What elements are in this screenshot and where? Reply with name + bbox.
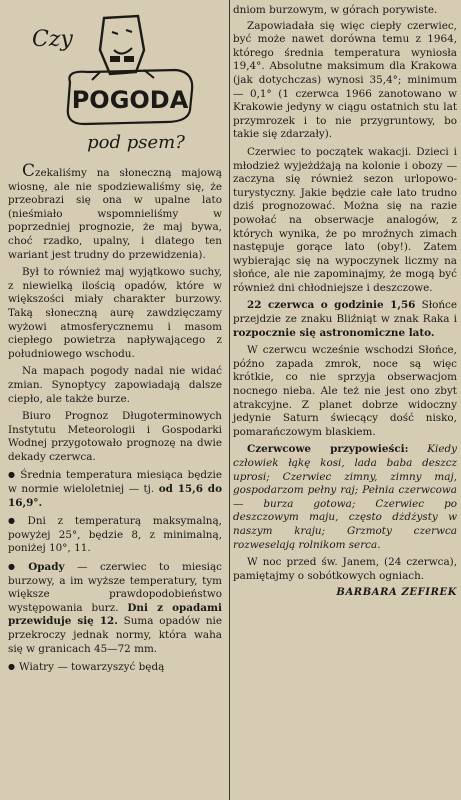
logo-line1: Czy <box>32 27 73 52</box>
column-divider <box>229 0 230 800</box>
logo-line2: POGODA <box>71 86 189 114</box>
bullet-temperature: ● Średnia temperatura miesiąca będzie w normie wieloletniej — tj. od 15,6 do 16,9°. <box>8 468 222 510</box>
paragraph: W czerwcu wcześnie wschodzi Słońce, późno zapada zmrok, noce są więc krótkie, co nie sprzyja obserwacjom nocnego nieba. Ale też nie jest ono zbyt atrakcyjne. Z planet dobrze widoczny jedynie Saturn świecący dość nisko, pomarańczowym blaskiem. <box>233 344 457 438</box>
bullet-max-temp: ● Dni z temperaturą maksymalną, powyżej 25°, będzie 8, z minimalną, poniżej 10°, 11. <box>8 514 222 556</box>
logo-line3: pod psem? <box>87 132 185 153</box>
paragraph-proverbs: Czerwcowe przypowieści: Kiedy człowiek łąkę kosi, lada baba deszcz uprosi; Czerwiec zimny, zimny maj, gospodarzom pełny raj; Pełnia czerwcowa — burza gotowa; Czerwiec po deszczowym maju, często dżdżysty w naszym kraju; Grzmoty czerwca rozweselają rolnikom serca. <box>233 443 457 551</box>
paragraph: Był to również maj wyjątkowo suchy, z niewielką ilością opadów, które w większości miały charakter burzowy. Taką słoneczną aurę zawdzięczamy wyżowi atmosferycznemu i masom ciepłego powietrza napływającego z południowego wschodu. <box>8 266 222 360</box>
left-text <box>8 161 223 675</box>
paragraph: W noc przed św. Janem, (24 czerwca), pamiętajmy o sobótkowych ogniach. <box>233 556 457 582</box>
paragraph: Zapowiadała się więc ciepły czerwiec, być może nawet dorówna temu z 1964, którego średnia temperatura wyniosła 19,4°. Absolutne maksimum dla Krakowa (jak dotychczas) wynosi 35,4°; minimum — 0,1° (1 czerwca 1966 zanotowano w Krakowie jedyny w ciągu ostatnich stu lat przymrozek i to nie przygruntowy, bo takie się zdarzały). <box>233 19 457 141</box>
bullet-wind: ● Wiatry — towarzyszyć będą <box>8 660 222 675</box>
paragraph: Czerwiec to początek wakacji. Dzieci i młodzież wyjeżdżają na kolonie i obozy — zaczyna się również sezon urlopowo-turystyczny. Jakie będzie całe lato trudno dziś prognozować. Można się na razie powołać na obserwacje analogów, z których wynika, że po mroźnych zimach następuje gorące lato (oby!). Zatem wybierając się na wypoczynek liczmy na słońce, ale nie zapominajmy, że mogą być również dni chłodniejsze i deszczowe. <box>233 145 457 294</box>
paragraph-solstice: 22 czerwca o godzinie 1,56 Słońce przejdzie ze znaku Bliźniąt w znak Raka i rozpocznie się astronomiczne lato. <box>233 299 457 339</box>
bullet-rainfall: ● Opady — czerwiec to miesiąc burzowy, a im wyższe temperatury, tym większe prawdopodobieństwo występowania burz. Dni z opadami przewiduje się 12. Suma opadów nie przekroczy jednak normy, która waha się w granicach 45—72 mm. <box>8 560 222 656</box>
article-logo <box>26 10 206 160</box>
paragraph: Biuro Prognoz Długoterminowych Instytutu Meteorologii i Gospodarki Wodnej przygotowało prognozę na dwie dekady czerwca. <box>8 410 222 463</box>
drop-cap: C <box>22 161 36 181</box>
paragraph: dniom burzowym, w górach porywiste. <box>233 4 438 16</box>
right-column <box>233 0 457 600</box>
author-byline: BARBARA ZEFIREK <box>336 587 457 599</box>
paragraph: Na mapach pogody nadal nie widać zmian. Synoptycy zapowiadają dalsze ciepło, ale także burze. <box>8 365 222 405</box>
paragraph-intro: Czekaliśmy na słoneczną majową wiosnę, ale nie spodziewaliśmy się, że przeobrazi się ona w upalne lato (nieśmiało wspomnieliśmy w poprzedniej prognozie, że maj bywa, choć rzadko, upalny, i dlatego ten wariant jest trudny do przewidzenia). <box>8 161 222 261</box>
